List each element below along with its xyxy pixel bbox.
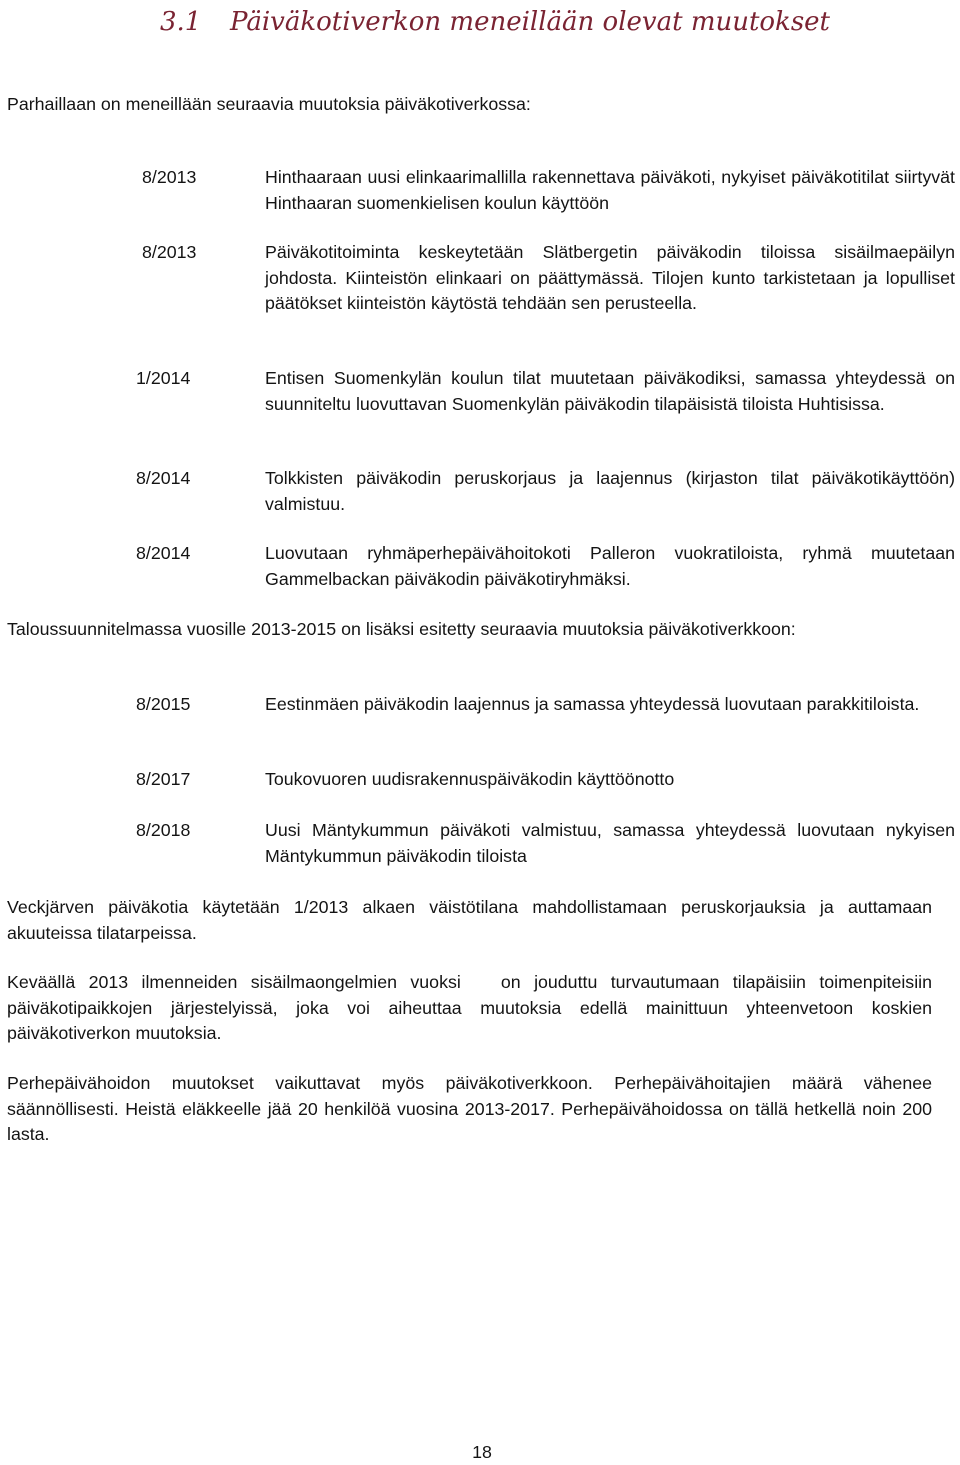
change-date: 8/2014 <box>136 468 191 488</box>
change-description: Entisen Suomenkylän koulun tilat muutetaan päiväkodiksi, samassa yhteydessä on suunniteltu luovuttavan Suomenkylän päiväkodin tilapäisistä tiloista Huhtisissa. <box>265 368 955 414</box>
change-description: Hinthaaraan uusi elinkaarimallilla rakennettava päiväkoti, nykyiset päiväkotitilat siirtyvät Hinthaaran suomenkielisen koulun käyttöön <box>265 167 955 213</box>
planned-date: 8/2015 <box>136 694 191 714</box>
paragraph-veckjarvi: Veckjärven päiväkotia käytetään 1/2013 alkaen väistötilana mahdollistamaan peruskorjauksia ja auttamaan akuuteissa tilatarpeissa. <box>7 897 932 943</box>
planned-date: 8/2017 <box>136 769 191 789</box>
paragraph-indoor-air: Keväällä 2013 ilmenneiden sisäilmaongelmien vuoksi on jouduttu turvautumaan tilapäisiin toimenpiteisiin päiväkotipaikkojen järjestelyissä, joka voi aiheuttaa muutoksia edellä mainittuun yhteenvetoon koskien päiväkotiverkon muutoksia. <box>7 972 937 1043</box>
change-date: 8/2013 <box>142 167 197 187</box>
budget-intro-text: Taloussuunnitelmassa vuosille 2013-2015 on lisäksi esitetty seuraavia muutoksia päiväkotiverkkoon: <box>7 619 796 639</box>
planned-description: Uusi Mäntykummun päiväkoti valmistuu, samassa yhteydessä luovutaan nykyisen Mäntykummun päiväkodin tiloista <box>265 820 955 866</box>
planned-date: 8/2018 <box>136 820 191 840</box>
change-description: Luovutaan ryhmäperhepäivähoitokoti Palleron vuokratiloista, ryhmä muutetaan Gammelbackan päiväkodin päiväkotiryhmäksi. <box>265 543 955 589</box>
change-description: Päiväkotitoiminta keskeytetään Slätbergetin päiväkodin tiloissa sisäilmaepäilyn johdosta. Kiinteistön elinkaari on päättymässä. Tilojen kunto tarkistetaan ja lopulliset päätökset kiinteistön käytöstä tehdään sen perusteella. <box>265 242 955 313</box>
change-date: 1/2014 <box>136 368 191 388</box>
change-date: 8/2014 <box>136 543 191 563</box>
section-title: Päiväkotiverkon meneillään olevat muutokset <box>230 7 830 37</box>
change-description: Tolkkisten päiväkodin peruskorjaus ja laajennus (kirjaston tilat päiväkotikäyttöön) valmistuu. <box>265 468 955 514</box>
section-heading <box>160 4 940 40</box>
intro-text: Parhaillaan on meneillään seuraavia muutoksia päiväkotiverkossa: <box>7 94 531 114</box>
section-number: 3.1 <box>160 7 202 37</box>
paragraph-family-daycare: Perhepäivähoidon muutokset vaikuttavat myös päiväkotiverkkoon. Perhepäivähoitajien määrä vähenee säännöllisesti. Heistä eläkkeelle jää 20 henkilöä vuosina 2013-2017. Perhepäivähoidossa on tällä hetkellä noin 200 lasta. <box>7 1073 932 1144</box>
planned-description: Toukovuoren uudisrakennuspäiväkodin käyttöönotto <box>265 769 675 789</box>
planned-description: Eestinmäen päiväkodin laajennus ja samassa yhteydessä luovutaan parakkitiloista. <box>265 694 920 714</box>
page-number: 18 <box>472 1442 492 1462</box>
change-date: 8/2013 <box>142 242 197 262</box>
